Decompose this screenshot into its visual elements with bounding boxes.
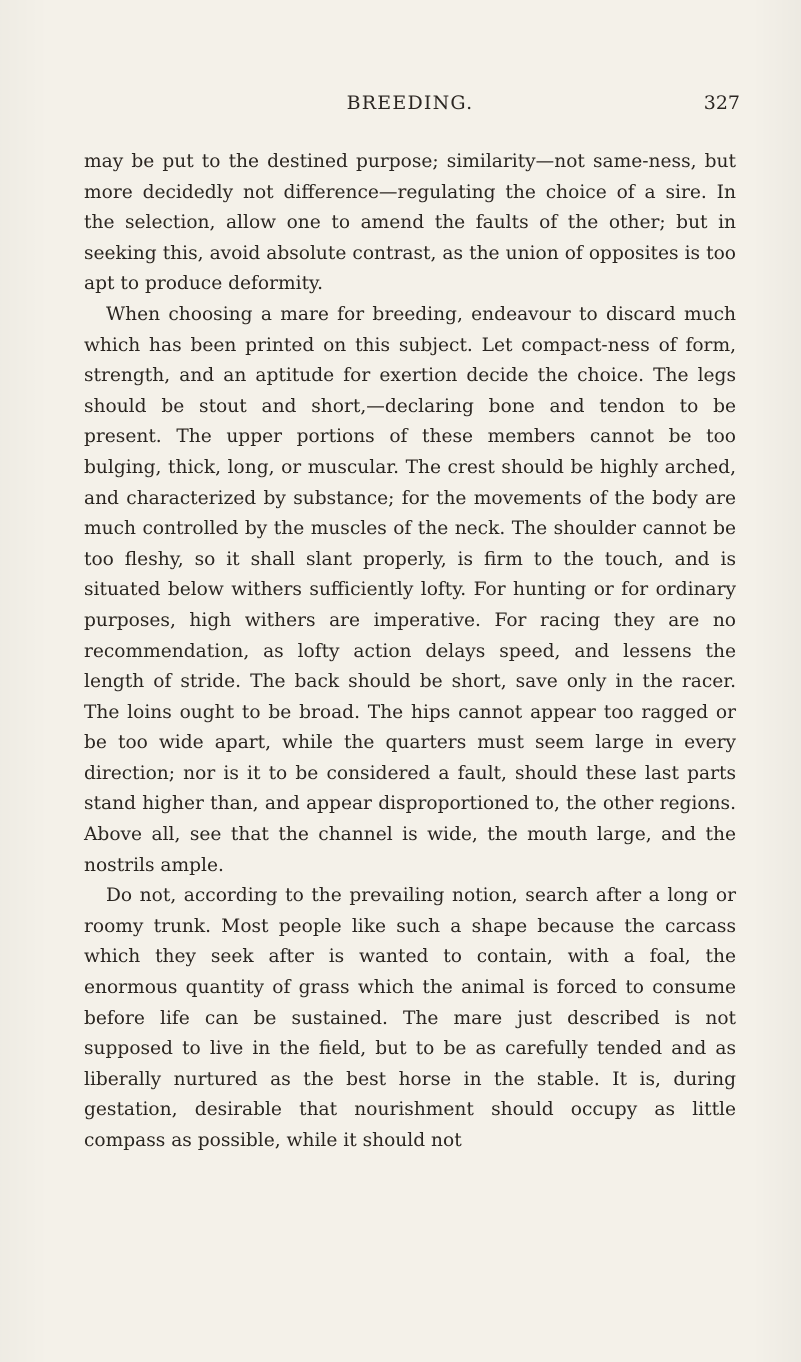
paragraph-2: When choosing a mare for breeding, endeavour to discard much which has been printed on this subject. Let compact-ness of form, strength, and an aptitude for exertion decide the choice. The legs should be stout and short,—declaring bone and tendon to be present. The upper portions of these members cannot be too bulging, thick, long, or muscular. The crest should be highly arched, and characterized by substance; for the movements of the body are much controlled by the muscles of the neck. The shoulder cannot be too fleshy, so it shall slant properly, is firm to the touch, and is situated below withers sufficiently lofty. For hunting or for ordinary purposes, high withers are imperative. For racing they are no recommendation, as lofty action delays speed, and lessens the length of stride. The back should be short, save only in the racer. The loins ought to be broad. The hips cannot appear too ragged or be too wide apart, while the quarters must seem large in every direction; nor is it to be considered a fault, should these last parts stand higher than, and appear disproportioned to, the other regions. Above all, see that the channel is wide, the mouth large, and the nostrils ample. bbox=[84, 303, 736, 876]
paragraph-3: Do not, according to the prevailing notion, search after a long or roomy trunk. Most people like such a shape because the carcass which they seek after is wanted to contain, with a foal, the enormous quantity of grass which the animal is forced to consume before life can be sustained. The mare just described is not supposed to live in the field, but to be as carefully tended and as liberally nurtured as the best horse in the stable. It is, during gestation, desirable that nourishment should occupy as little compass as possible, while it should not bbox=[84, 885, 736, 1151]
page-number: 327 bbox=[703, 92, 740, 114]
running-title: BREEDING. bbox=[346, 92, 474, 114]
body-text bbox=[84, 147, 736, 1157]
paragraph-1: may be put to the destined purpose; similarity—not same-ness, but more decidedly not difference—regulating the choice of a sire. In the selection, allow one to amend the faults of the other; but in seeking this, avoid absolute contrast, as the union of opposites is too apt to produce deformity. bbox=[84, 151, 736, 295]
running-head bbox=[80, 92, 740, 122]
